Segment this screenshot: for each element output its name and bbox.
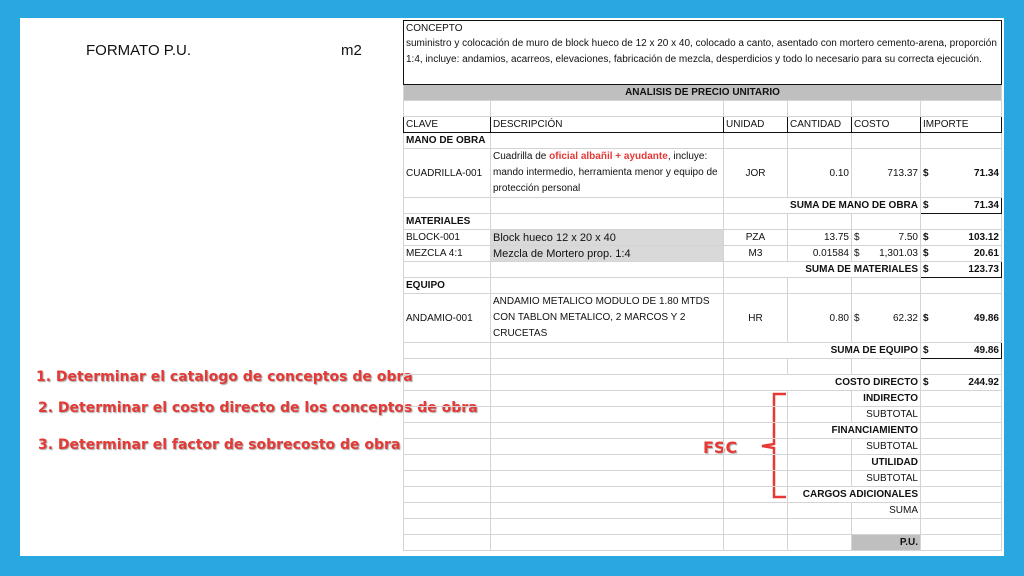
concepto-text: suministro y colocación de muro de block hueco de 12 x 20 x 40, colocado a canto, asentado con mortero cemento-arena, proporción 1:4, incluye: andamios, acarreos, elevaciones, fabricación de mezcla, desperdicios y todo lo necesario para su correcta ejecución. [404, 36, 1002, 85]
currency-symbol: $ [923, 264, 929, 275]
summary-indirecto: INDIRECTO [852, 391, 921, 407]
header-cantidad: CANTIDAD [788, 117, 852, 133]
unit-label: m2 [341, 42, 362, 59]
row-descripcion: Mezcla de Mortero prop. 1:4 [491, 246, 724, 262]
suma-equipo-value [921, 343, 1002, 359]
costo-directo-amount: 244.92 [968, 377, 999, 388]
row-clave: MEZCLA 4:1 [404, 246, 491, 262]
row-costo: 713.37 [852, 149, 921, 198]
suma-value: 71.34 [973, 200, 999, 211]
currency-symbol: $ [854, 312, 860, 324]
importe-value: 49.86 [973, 312, 999, 324]
table-row [404, 230, 1002, 246]
header-unidad: UNIDAD [724, 117, 788, 133]
row-clave: CUADRILLA-001 [404, 149, 491, 198]
summary-utilidad: UTILIDAD [852, 455, 921, 471]
costo-directo-label: COSTO DIRECTO [724, 375, 921, 391]
row-importe [921, 294, 1002, 343]
suma-equipo-label: SUMA DE EQUIPO [724, 343, 921, 359]
importe-value: 20.61 [973, 248, 999, 259]
row-descripcion [491, 149, 724, 198]
currency-symbol: $ [923, 377, 929, 388]
costo-value: 7.50 [898, 232, 918, 243]
row-cantidad: 0.10 [788, 149, 852, 198]
row-importe [921, 230, 1002, 246]
currency-symbol: $ [923, 312, 929, 324]
suma-value: 123.73 [968, 264, 999, 275]
costo-value: 62.32 [892, 312, 918, 324]
section-mano-obra: MANO DE OBRA [404, 133, 491, 149]
desc-highlight: oficial albañil + ayudante [549, 151, 668, 162]
pu-label: P.U. [852, 535, 921, 551]
summary-cargos-adicionales: CARGOS ADICIONALES [788, 487, 921, 503]
desc-text: Cuadrilla de [493, 151, 550, 162]
header-clave: CLAVE [404, 117, 491, 133]
row-unidad: JOR [724, 149, 788, 198]
suma-value: 49.86 [973, 345, 999, 356]
row-unidad: PZA [724, 230, 788, 246]
step-1: 1. Determinar el catalogo de conceptos de obra [36, 369, 413, 385]
table-row [404, 246, 1002, 262]
currency-symbol: $ [923, 232, 929, 243]
currency-symbol: $ [854, 248, 860, 259]
analisis-title: ANALISIS DE PRECIO UNITARIO [404, 85, 1002, 101]
row-descripcion: ANDAMIO METALICO MODULO DE 1.80 MTDS CON TABLON METALICO, 2 MARCOS Y 2 CRUCETAS [491, 294, 724, 343]
currency-symbol: $ [923, 167, 929, 179]
table-row [404, 294, 1002, 343]
section-equipo: EQUIPO [404, 278, 491, 294]
row-unidad: M3 [724, 246, 788, 262]
summary-subtotal: SUBTOTAL [852, 407, 921, 423]
row-cantidad: 0.01584 [788, 246, 852, 262]
header-descripcion: DESCRIPCIÓN [491, 117, 724, 133]
summary-subtotal: SUBTOTAL [852, 471, 921, 487]
importe-value: 71.34 [973, 167, 999, 179]
currency-symbol: $ [923, 345, 929, 356]
section-materiales: MATERIALES [404, 214, 491, 230]
summary-suma: SUMA [852, 503, 921, 519]
summary-financiamiento: FINANCIAMIENTO [788, 423, 921, 439]
concepto-label: CONCEPTO [404, 21, 1002, 37]
row-importe [921, 246, 1002, 262]
fsc-label: FSC [703, 438, 738, 457]
header-importe: IMPORTE [921, 117, 1002, 133]
currency-symbol: $ [854, 232, 860, 243]
step-3: 3. Determinar el factor de sobrecosto de obra [38, 437, 401, 453]
row-clave: ANDAMIO-001 [404, 294, 491, 343]
row-costo [852, 230, 921, 246]
importe-value: 103.12 [968, 232, 999, 243]
formato-title: FORMATO P.U. [86, 42, 192, 59]
unit-price-sheet [403, 20, 1002, 551]
row-cantidad: 0.80 [788, 294, 852, 343]
suma-mano-obra-label: SUMA DE MANO DE OBRA [724, 198, 921, 214]
header-row [404, 117, 1002, 133]
desc-text: , incluye: mando intermedio, herramienta menor y equipo de protección personal [493, 151, 718, 194]
summary-subtotal: SUBTOTAL [852, 439, 921, 455]
currency-symbol: $ [923, 200, 929, 211]
suma-materiales-value [921, 262, 1002, 278]
row-clave: BLOCK-001 [404, 230, 491, 246]
costo-value: 1,301.03 [879, 248, 918, 259]
header-costo: COSTO [852, 117, 921, 133]
row-unidad: HR [724, 294, 788, 343]
row-importe [921, 149, 1002, 198]
row-cantidad: 13.75 [788, 230, 852, 246]
suma-materiales-label: SUMA DE MATERIALES [724, 262, 921, 278]
step-2: 2. Determinar el costo directo de los conceptos de obra [38, 400, 478, 416]
row-descripcion: Block hueco 12 x 20 x 40 [491, 230, 724, 246]
table-row [404, 149, 1002, 198]
row-costo [852, 294, 921, 343]
suma-mano-obra-value [921, 198, 1002, 214]
row-costo [852, 246, 921, 262]
costo-directo-value [921, 375, 1002, 391]
currency-symbol: $ [923, 248, 929, 259]
